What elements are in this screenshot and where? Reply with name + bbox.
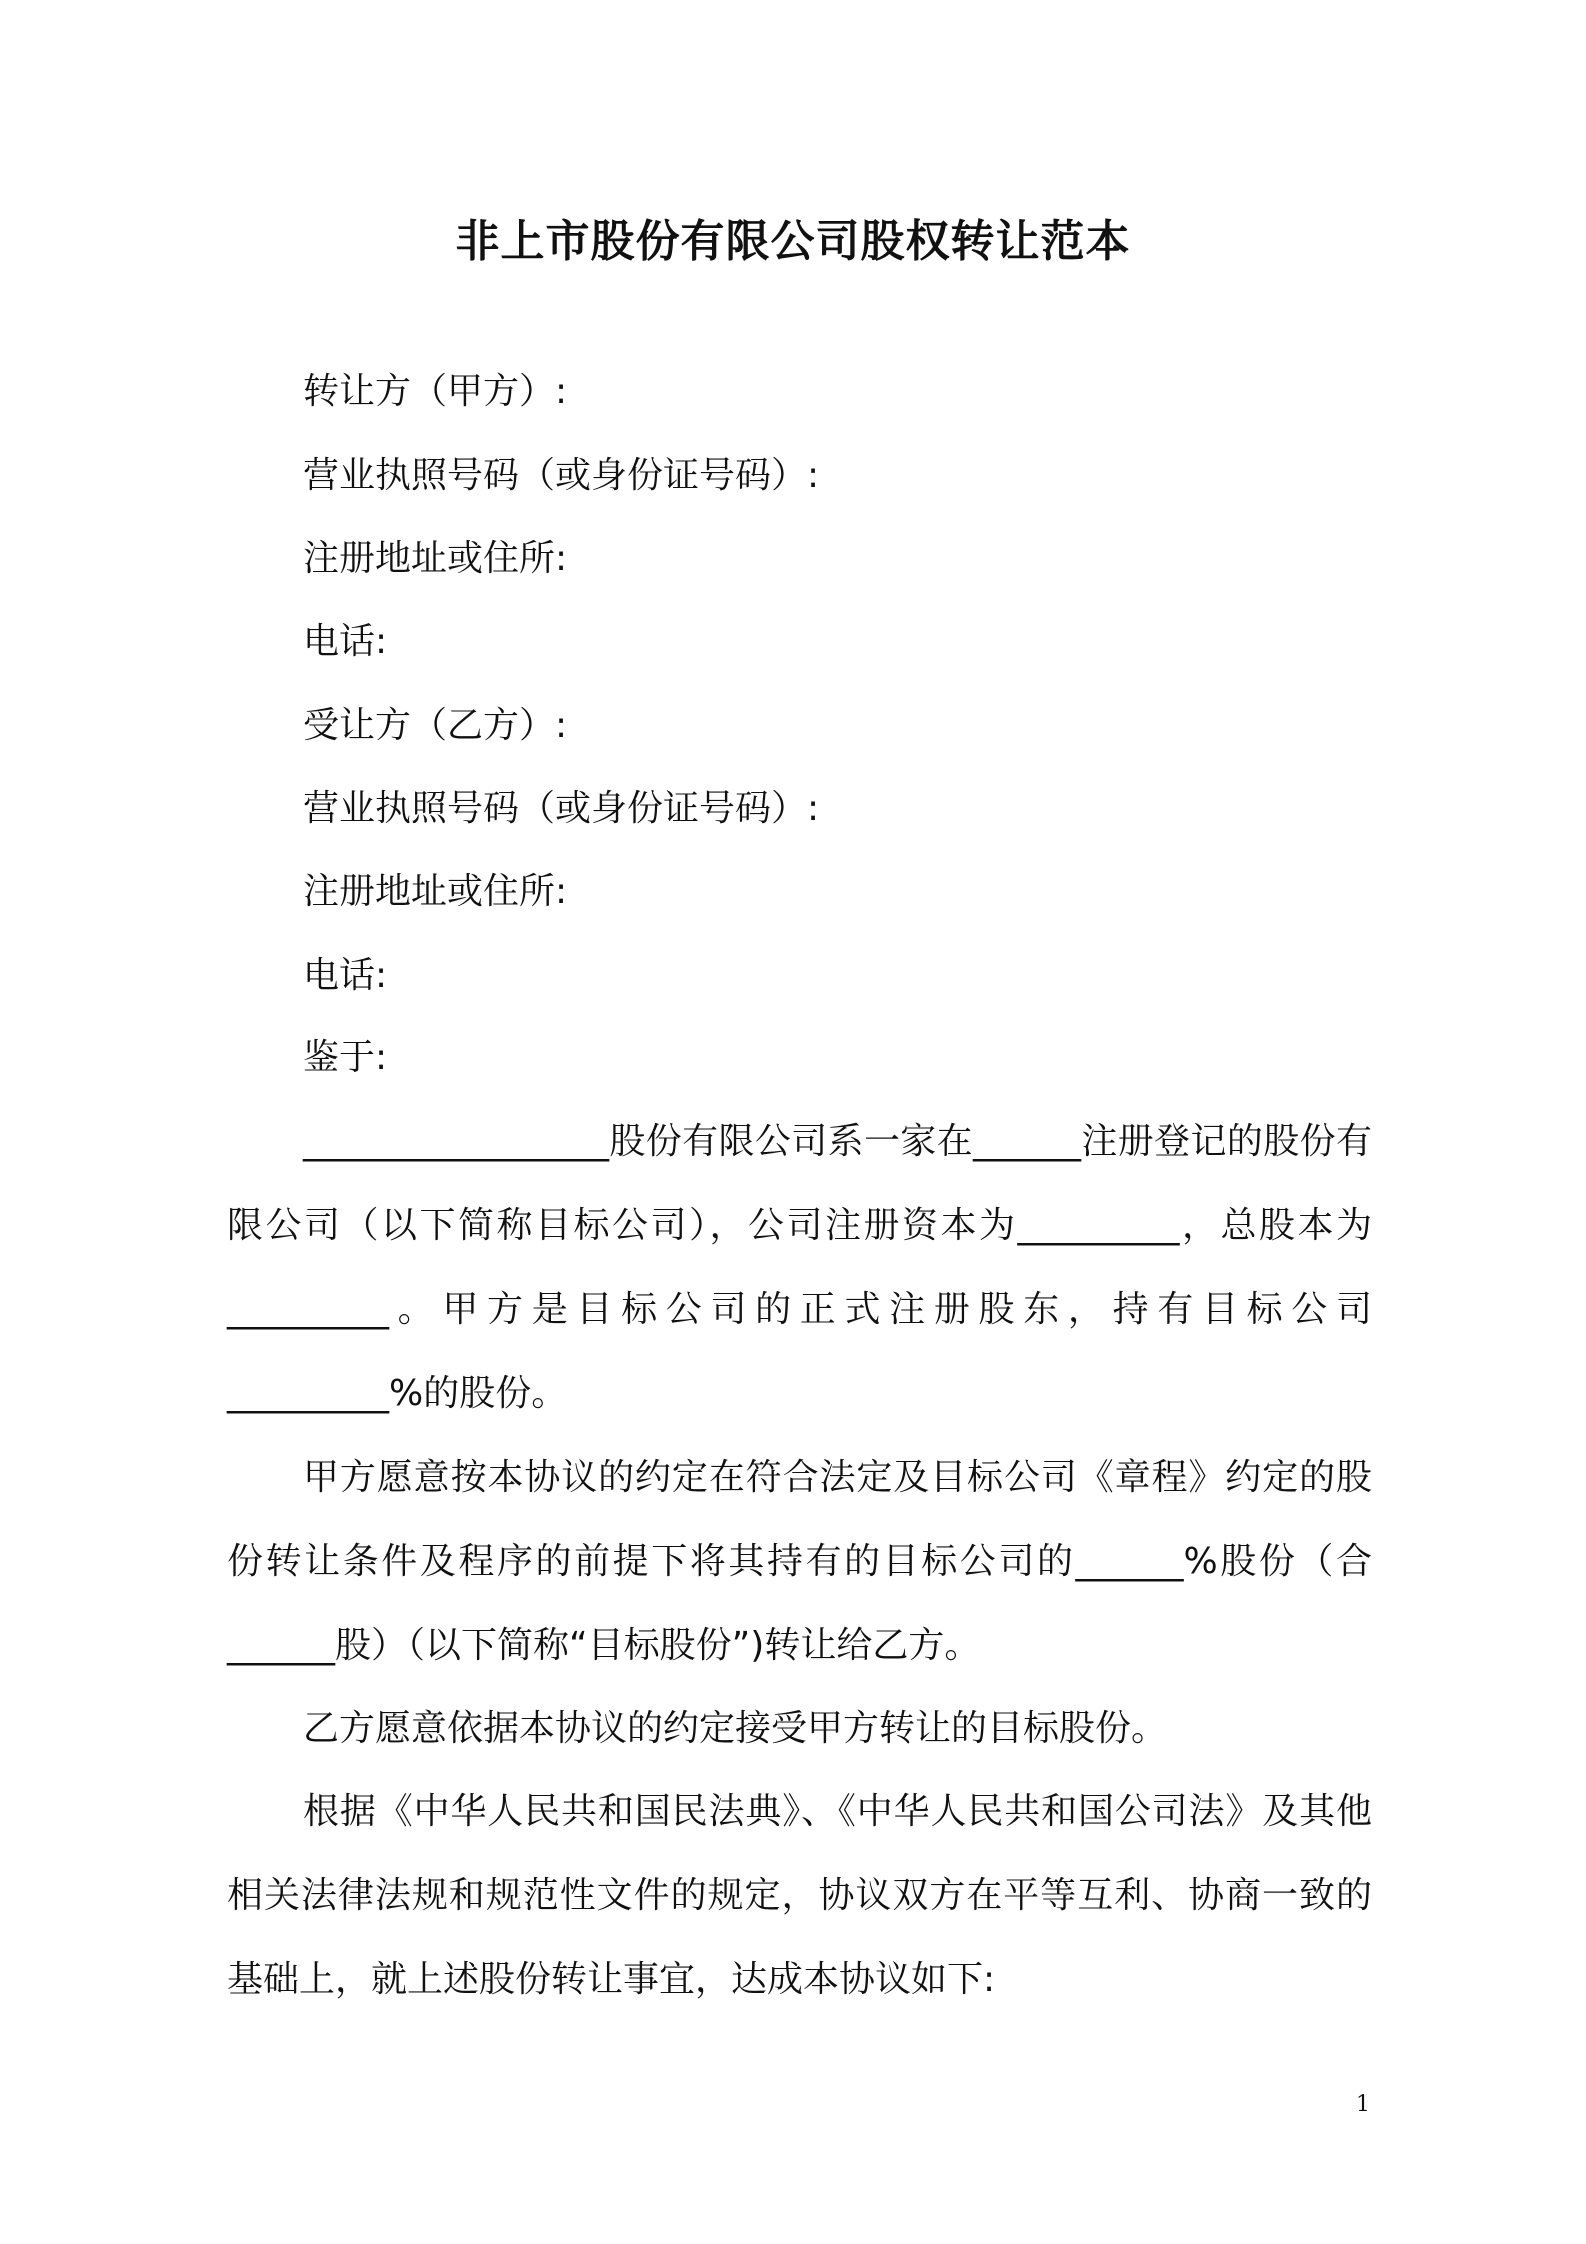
transferor-license-label: 营业执照号码（或身份证号码）:: [303, 455, 820, 496]
transferee-license-label: 营业执照号码（或身份证号码）:: [303, 788, 820, 829]
page-number: 1: [1356, 2092, 1370, 2117]
target-company-paragraph: _________________股份有限公司系一家在______注册登记的股份有限公司（以下简称目标公司），公司注册资本为_________，总股本为_________。甲方是目标公司的正式注册股东，持有目标公司_________%的股份。: [227, 1121, 1372, 1414]
legal-basis-paragraph: 根据《中华人民共和国民法典》、《中华人民共和国公司法》及其他相关法律法规和规范性文件的规定，协议双方在平等互利、协商一致的基础上，就上述股份转让事宜，达成本协议如下:: [227, 1791, 1372, 2000]
transferee-phone-label: 电话:: [303, 955, 388, 996]
transferor-address-label: 注册地址或住所:: [303, 538, 568, 579]
transferee-address-label: 注册地址或住所:: [303, 871, 568, 912]
document-title: 非上市股份有限公司股权转让范本: [455, 216, 1131, 267]
transferee-label: 受让方（乙方）:: [303, 705, 568, 746]
transferor-phone-label: 电话:: [303, 621, 388, 662]
transferor-label: 转让方（甲方）:: [303, 371, 568, 412]
whereas-label: 鉴于:: [303, 1037, 388, 1078]
share-transfer-paragraph: 甲方愿意按本协议的约定在符合法定及目标公司《章程》约定的股份转让条件及程序的前提下将其持有的目标公司的______%股份（合______股）（以下简称“目标股份”)转让给乙方。: [227, 1457, 1372, 1666]
acceptance-paragraph: 乙方愿意依据本协议的约定接受甲方转让的目标股份。: [303, 1708, 1168, 1749]
